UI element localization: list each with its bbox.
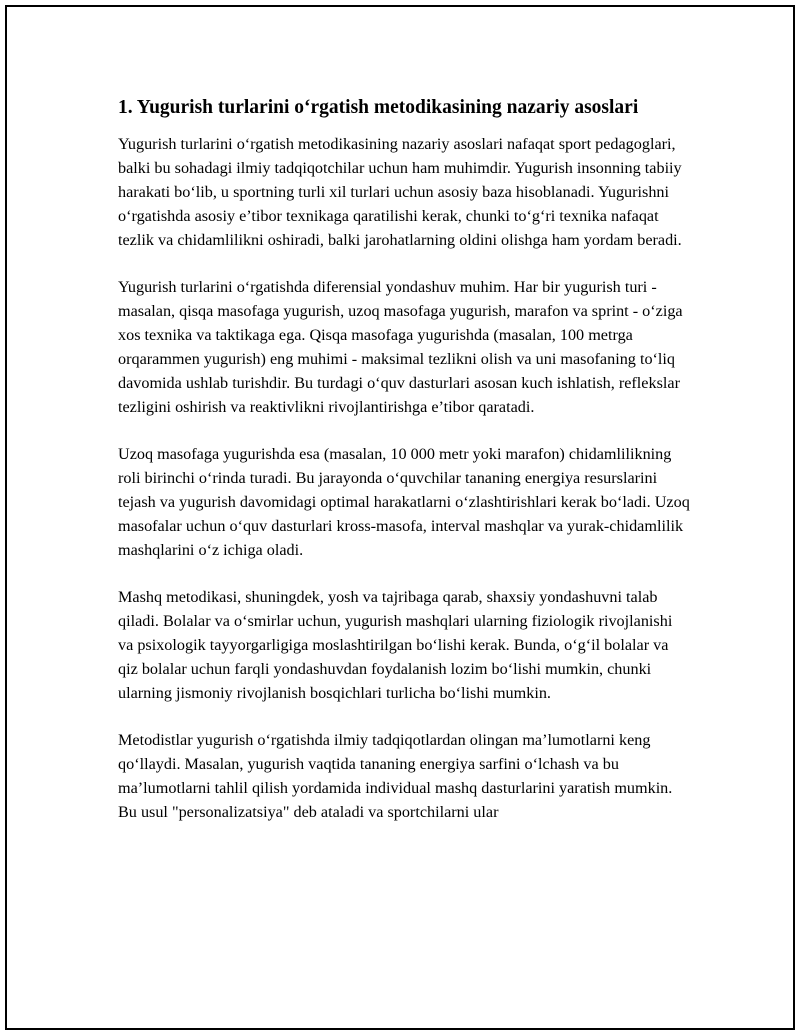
section-heading: 1. Yugurish turlarini o‘rgatish metodikasining nazariy asoslari xyxy=(118,97,639,118)
paragraph-2: Yugurish turlarini o‘rgatishda diferensial yondashuv muhim. Har bir yugurish turi - masalan, qisqa masofaga yugurish, uzoq masofaga yugurish, marafon va sprint - o‘ziga xos texnika va taktikaga ega. Qisqa masofaga yugurishda (masalan, 100 metrga orqarammen yugurish) eng muhimi - maksimal tezlikni olish va uni masofaning to‘liq davomida ushlab turishdir. Bu turdagi o‘quv dasturlari asosan kuch ishlatish, reflekslar tezligini oshirish va reaktivlikni rivojlantirishga e’tibor qaratadi. xyxy=(118,278,683,416)
paragraph-3: Uzoq masofaga yugurishda esa (masalan, 10 000 metr yoki marafon) chidamlilikning roli birinchi o‘rinda turadi. Bu jarayonda o‘quvchilar tananing energiya resurslarini tejash va yugurish davomidagi optimal harakatlarni o‘zlashtirishlari kerak bo‘ladi. Uzoq masofalar uchun o‘quv dasturlari kross-masofa, interval mashqlar va yurak-chidamlilik mashqlarini o‘z ichiga oladi. xyxy=(118,445,690,559)
paragraph-4: Mashq metodikasi, shuningdek, yosh va tajribaga qarab, shaxsiy yondashuvni talab qiladi. Bolalar va o‘smirlar uchun, yugurish mashqlari ularning fiziologik rivojlanishi va psixologik tayyorgarligiga moslashtirilgan bo‘lishi kerak. Bunda, o‘g‘il bolalar va qiz bolalar uchun farqli yondashuvdan foydalanish lozim bo‘lishi mumkin, chunki ularning jismoniy rivojlanish bosqichlari turlicha bo‘lishi mumkin. xyxy=(118,588,673,702)
paragraph-5: Metodistlar yugurish o‘rgatishda ilmiy tadqiqotlardan olingan ma’lumotlarni keng qo‘llaydi. Masalan, yugurish vaqtida tananing energiya sarfini o‘lchash va bu ma’lumotlarni tahlil qilish yordamida individual mashq dasturlarini yaratish mumkin. Bu usul "personalizatsiya" deb ataladi va sportchilarni ular xyxy=(118,731,673,821)
paragraph-1: Yugurish turlarini o‘rgatish metodikasining nazariy asoslari nafaqat sport pedagoglari, balki bu sohadagi ilmiy tadqiqotchilar uchun ham muhimdir. Yugurish insonning tabiiy harakati bo‘lib, u sportning turli xil turlari uchun asosiy baza hisoblanadi. Yugurishni o‘rgatishda asosiy e’tibor texnikaga qaratilishi kerak, chunki to‘g‘ri texnika nafaqat tezlik va chidamlilikni oshiradi, balki jarohatlarning oldini olishga ham yordam beradi. xyxy=(118,135,682,249)
document-body xyxy=(118,95,690,847)
page-frame xyxy=(5,5,795,1030)
